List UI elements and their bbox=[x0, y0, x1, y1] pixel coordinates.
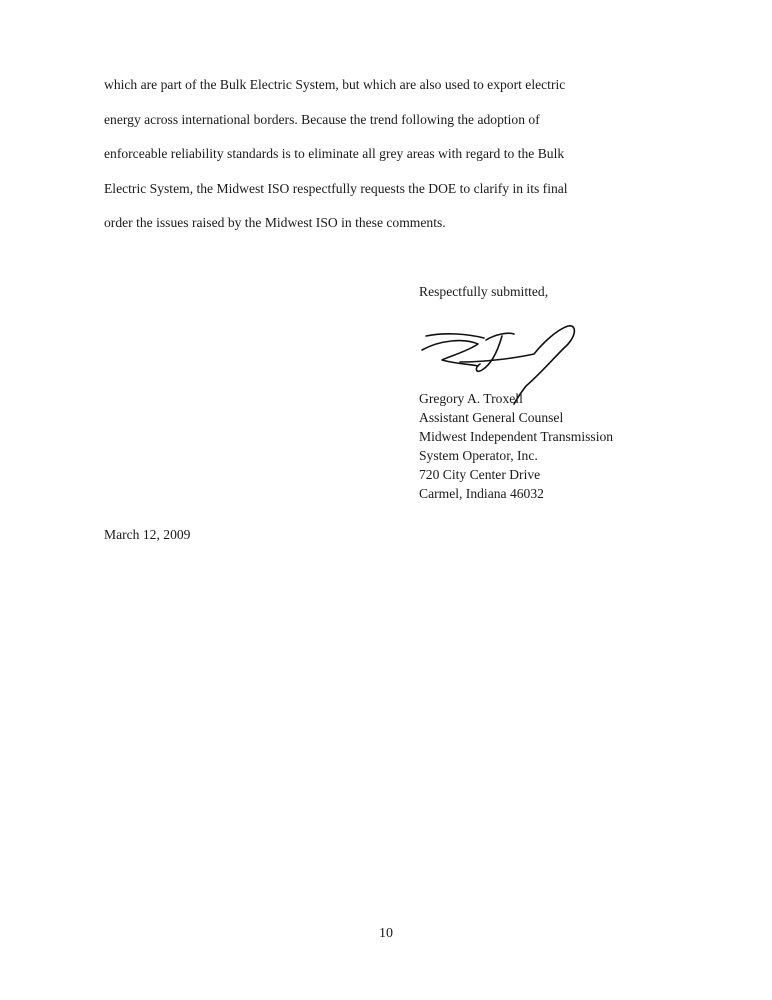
body-line: Electric System, the Midwest ISO respectfully requests the DOE to clarify in its final bbox=[104, 180, 568, 196]
document-date: March 12, 2009 bbox=[104, 527, 191, 542]
signer-name: Gregory A. Troxell bbox=[419, 391, 523, 406]
page-number: 10 bbox=[379, 926, 393, 941]
body-line: which are part of the Bulk Electric System, but which are also used to export electric bbox=[104, 77, 566, 92]
body-line: enforceable reliability standards is to eliminate all grey areas with regard to the Bulk bbox=[104, 146, 565, 161]
address-street: 720 City Center Drive bbox=[419, 467, 541, 482]
body-paragraph bbox=[104, 68, 624, 241]
organization-line: System Operator, Inc. bbox=[419, 448, 538, 463]
organization-line: Midwest Independent Transmission bbox=[419, 429, 614, 444]
closing-salutation: Respectfully submitted, bbox=[419, 284, 549, 299]
signer-title: Assistant General Counsel bbox=[419, 410, 564, 425]
body-line: energy across international borders. Because the trend following the adoption of bbox=[104, 111, 540, 127]
address-city: Carmel, Indiana 46032 bbox=[419, 486, 544, 501]
signature-block bbox=[419, 389, 613, 503]
body-line: order the issues raised by the Midwest ISO in these comments. bbox=[104, 215, 446, 230]
